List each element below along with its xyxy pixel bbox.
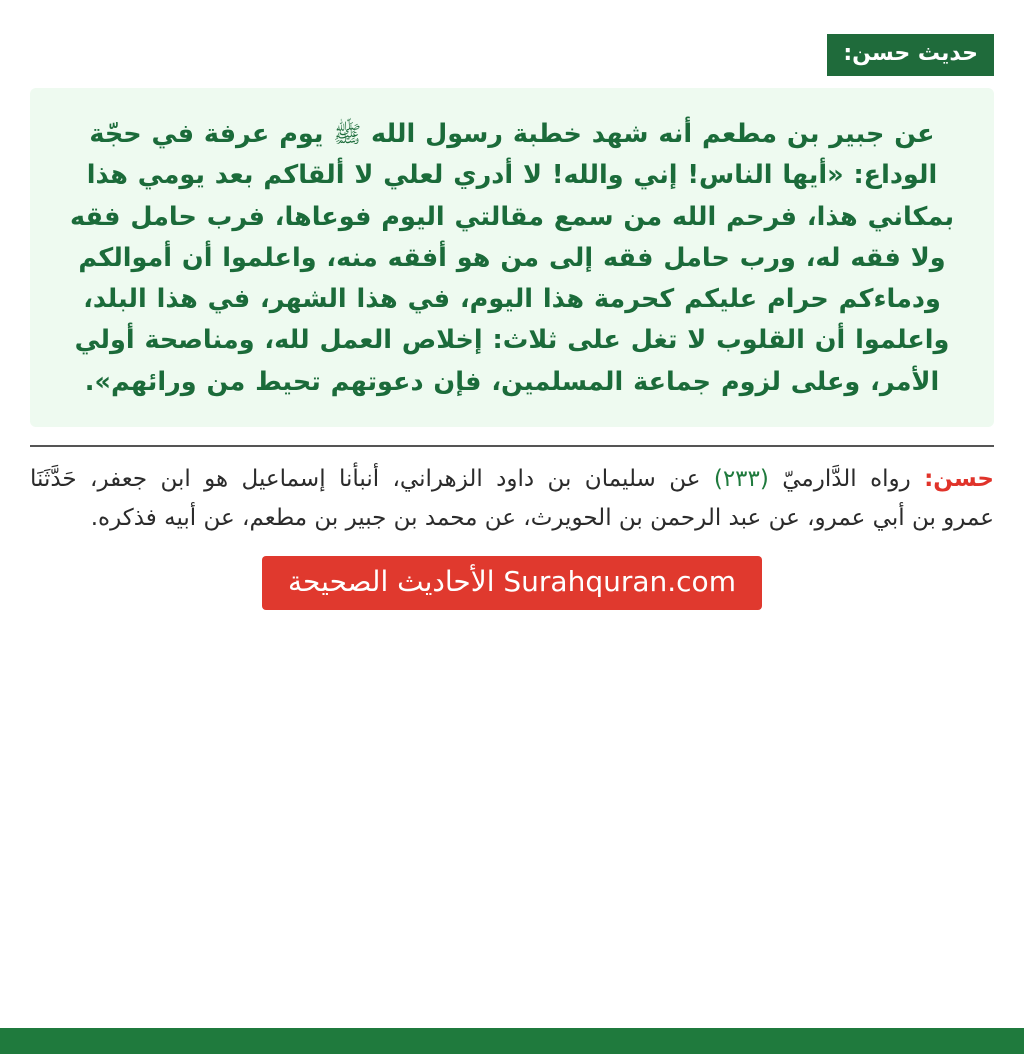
site-banner-label: الأحاديث الصحيحة (288, 564, 495, 598)
takhrij-line-1-a: رواه الدَّارميّ (768, 466, 925, 493)
takhrij-grade-word: حسن: (924, 466, 994, 493)
hadith-text (56, 114, 968, 403)
hadith-text-part1: عن جبير بن مطعم أنه شهد خطبة رسول الله (361, 119, 935, 149)
divider (30, 445, 994, 447)
footer-banner-row (30, 556, 994, 624)
takhrij-line-1-b: عن سليمان بن داود الزهراني، أنبأنا إسماعيل هو ابن جعفر، حَدَّثَنَا (30, 466, 714, 493)
site-domain: Surahquran.com (503, 564, 736, 598)
takhrij-line-2: عمرو بن أبي عمرو، عن عبد الرحمن بن الحويرث، عن محمد بن جبير بن مطعم، عن أبيه فذكره. (90, 505, 994, 532)
status-badge: حديث حسن: (827, 34, 994, 76)
takhrij-section (30, 461, 994, 540)
takhrij-line-1 (30, 461, 994, 498)
takhrij-reference-number: (٢٣٣) (713, 466, 769, 493)
hadith-text-part2: يوم عرفة في حجّة الوداع: «أيها الناس! إني والله! لا أدري لعلي لا ألقاكم بعد يومي هذا بمكاني هذا، فرحم الله من سمع مقالتي اليوم فوعاها، فرب حامل فقه ولا فقه له، ورب حامل فقه إلى من هو أفقه منه، واعلموا أن أموالكم ودماءكم حرام عليكم كحرمة هذا اليوم، في هذا الشهر، في هذا البلد، واعلموا أن القلوب لا تغل على ثلاث: إخلاص العمل لله، ومناصحة أولي الأمر، وعلى لزوم جماعة المسلمين، فإن دعوتهم تحيط من ورائهم». (69, 119, 955, 397)
bottom-strip (0, 1028, 1024, 1054)
site-banner[interactable] (262, 556, 762, 610)
salla-allahu-alayhi-wasallam-icon: ﷺ (333, 122, 362, 148)
hadith-box (30, 88, 994, 427)
grade-badge-row (30, 0, 994, 76)
